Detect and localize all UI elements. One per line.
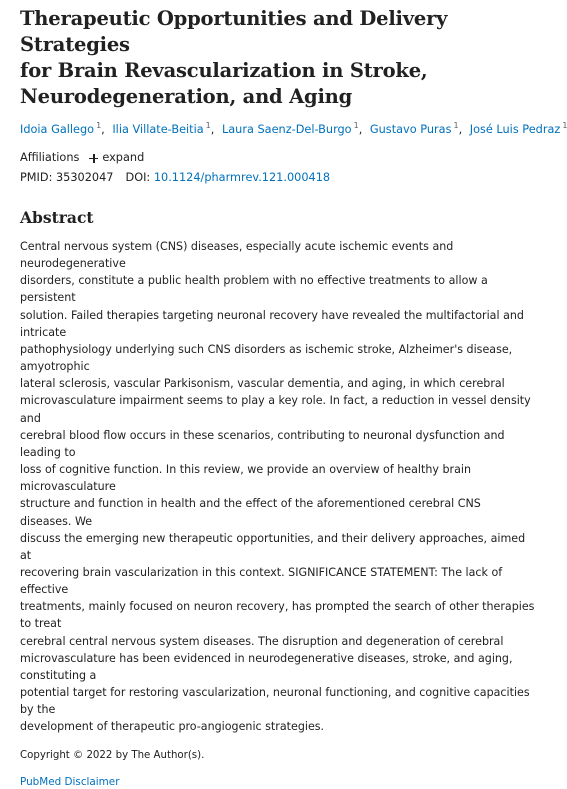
expand-label[interactable]: expand [102,151,145,164]
abstract-line: Central nervous system (CNS) diseases, especially acute ischemic events and neurodegenerative [20,240,454,271]
affiliation-marker[interactable]: 1 [562,121,567,131]
abstract-text [20,238,535,736]
title-line: Therapeutic Opportunities and Delivery Strategies [20,7,448,56]
plus-icon[interactable] [89,154,98,163]
author-separator: , [210,123,215,136]
abstract-line: pathophysiology underlying such CNS disorders as ischemic stroke, Alzheimer's disease, amyotrophic [20,342,513,374]
abstract-line: structure and function in health and the effect of the aforementioned cerebral CNS diseases. We [20,497,481,528]
identifiers-row [20,170,535,186]
author-item[interactable] [20,123,101,136]
abstract-line: loss of cognitive function. In this review, we provide an overview of healthy brain microvasculature [20,463,471,494]
abstract-line: microvasculature impairment seems to play a key role. In fact, a reduction in vessel density and [20,394,531,425]
abstract-line: treatments, mainly focused on neuron recovery, has prompted the search of other therapies to treat [20,600,535,631]
abstract-line: lateral sclerosis, vascular Parkisonism, vascular dementia, and aging, in which cerebral [20,377,505,391]
author-link[interactable]: Laura Saenz-Del-Burgo [221,123,352,136]
author-link[interactable]: José Luis Pedraz [469,123,561,136]
author-separator: , [458,123,463,136]
author-list [20,121,567,138]
abstract-line: potential target for restoring vascularization, neuronal functioning, and cognitive capacities by the [20,686,530,717]
author-separator: , [101,123,105,136]
pubmed-disclaimer-link[interactable]: PubMed Disclaimer [20,775,120,788]
author-link[interactable]: Ilia Villate-Beitia [112,123,204,136]
author-item[interactable] [370,123,459,136]
abstract-heading: Abstract [20,208,94,227]
author-item[interactable] [112,123,210,136]
abstract-line: microvasculature has been evidenced in neurodegenerative diseases, stroke, and aging, constituting a [20,651,513,682]
article-title [20,6,535,110]
abstract-line: solution. Failed therapies targeting neuronal recovery have revealed the multifactorial and intricate [20,308,524,339]
author-item[interactable] [470,123,567,136]
abstract-line: cerebral central nervous system diseases. The disruption and degeneration of cerebral [20,634,504,648]
author-link[interactable]: Gustavo Puras [369,123,452,136]
title-line: Neurodegeneration, and Aging [20,85,353,108]
author-separator: , [358,123,363,136]
copyright-notice: Copyright © 2022 by The Author(s). [20,749,205,761]
affiliations-label: Affiliations [20,151,80,164]
affiliations-row [20,150,535,166]
doi-label: DOI: [125,171,151,184]
abstract-line: cerebral blood flow occurs in these scenarios, contributing to neuronal dysfunction and leading to [20,428,505,459]
abstract-line: discuss the emerging new therapeutic opportunities, and their delivery approaches, aimed at [20,531,526,562]
abstract-line: recovering brain vascularization in this context. SIGNIFICANCE STATEMENT: The lack of effective [20,565,503,597]
abstract-line: development of therapeutic pro-angiogenic strategies. [20,720,325,734]
expand-affiliations-button[interactable] [89,150,144,166]
abstract-line: disorders, constitute a public health problem with no effective treatments to allow a persistent [20,274,488,305]
affiliation-marker[interactable]: 1 [353,121,359,131]
author-link[interactable]: Idoia Gallego [20,123,95,136]
pmid: PMID: 35302047 [20,171,114,184]
affiliation-marker[interactable]: 1 [96,121,102,131]
author-item[interactable] [222,123,359,136]
affiliation-marker[interactable]: 1 [205,121,211,131]
affiliation-marker[interactable]: 1 [453,121,459,131]
title-line: for Brain Revascularization in Stroke, [20,59,428,82]
doi-link[interactable]: 10.1124/pharmrev.121.000418 [153,171,331,184]
